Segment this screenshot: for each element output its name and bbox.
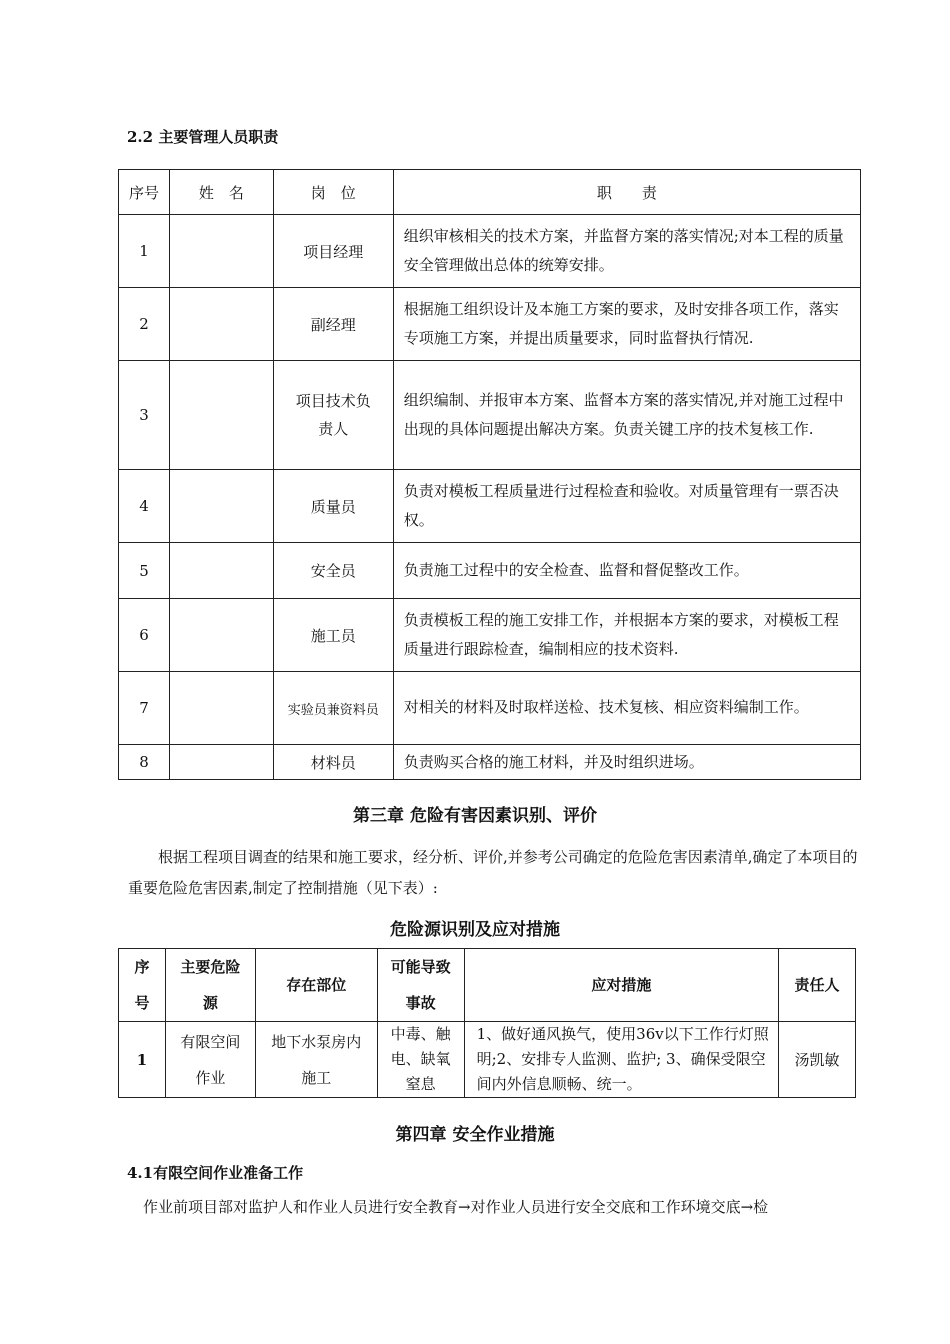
row-name bbox=[169, 543, 273, 599]
table-row bbox=[119, 288, 861, 361]
header-owner: 责任人 bbox=[779, 949, 856, 1022]
header-measures: 应对措施 bbox=[464, 949, 778, 1022]
chapter-3-title: 第三章 危险有害因素识别、评价 bbox=[353, 806, 597, 826]
row-duty: 负责施工过程中的安全检查、监督和督促整改工作。 bbox=[393, 543, 860, 599]
row-no: 5 bbox=[119, 543, 170, 599]
row-duty: 负责模板工程的施工安排工作，并根据本方案的要求，对模板工程质量进行跟踪检查，编制相应的技术资料. bbox=[393, 599, 860, 672]
table-row bbox=[119, 672, 861, 745]
subsection-title: 4.1有限空间作业准备工作 bbox=[127, 1164, 304, 1182]
table-row bbox=[119, 470, 861, 543]
row-duty: 组织编制、并报审本方案、监督本方案的落实情况,并对施工过程中出现的具体问题提出解决方案。负责关键工序的技术复核工作. bbox=[393, 361, 860, 470]
table-row bbox=[119, 215, 861, 288]
header-no: 序号 bbox=[119, 170, 170, 215]
row-duty: 负责购买合格的施工材料，并及时组织进场。 bbox=[393, 745, 860, 780]
row-no: 4 bbox=[119, 470, 170, 543]
table-row bbox=[119, 599, 861, 672]
header-hazard: 主要危险源 bbox=[165, 949, 255, 1022]
header-no: 序号 bbox=[119, 949, 166, 1022]
row-name bbox=[169, 470, 273, 543]
row-post: 质量员 bbox=[273, 470, 393, 543]
row-no: 1 bbox=[119, 1022, 166, 1098]
row-duty: 根据施工组织设计及本施工方案的要求，及时安排各项工作，落实专项施工方案，并提出质量要求，同时监督执行情况. bbox=[393, 288, 860, 361]
row-no: 1 bbox=[119, 215, 170, 288]
hazard-table bbox=[118, 948, 856, 1098]
duty-table bbox=[118, 169, 861, 780]
header-location: 存在部位 bbox=[255, 949, 377, 1022]
table-header-row bbox=[119, 949, 856, 1022]
hazard-table-caption: 危险源识别及应对措施 bbox=[390, 920, 560, 940]
row-post: 项目技术负责人 bbox=[273, 361, 393, 470]
row-name bbox=[169, 361, 273, 470]
row-duty: 对相关的材料及时取样送检、技术复核、相应资料编制工作。 bbox=[393, 672, 860, 745]
row-no: 6 bbox=[119, 599, 170, 672]
row-duty: 组织审核相关的技术方案，并监督方案的落实情况;对本工程的质量安全管理做出总体的统筹安排。 bbox=[393, 215, 860, 288]
header-name: 姓 名 bbox=[169, 170, 273, 215]
section-title: 2.2 主要管理人员职责 bbox=[127, 128, 279, 146]
row-post: 实验员兼资料员 bbox=[273, 672, 393, 745]
row-name bbox=[169, 599, 273, 672]
row-post: 副经理 bbox=[273, 288, 393, 361]
header-duty: 职 责 bbox=[393, 170, 860, 215]
row-measures: 1、做好通风换气，使用36v以下工作行灯照明;2、安排专人监测、监护; 3、确保受限空间内外信息顺畅、统一。 bbox=[464, 1022, 778, 1098]
row-name bbox=[169, 288, 273, 361]
row-no: 7 bbox=[119, 672, 170, 745]
row-accident: 中毒、触电、缺氧窒息 bbox=[377, 1022, 464, 1098]
table-row bbox=[119, 543, 861, 599]
chapter-4-title: 第四章 安全作业措施 bbox=[395, 1125, 555, 1145]
table-row bbox=[119, 1022, 856, 1098]
header-post: 岗 位 bbox=[273, 170, 393, 215]
row-no: 3 bbox=[119, 361, 170, 470]
row-post: 安全员 bbox=[273, 543, 393, 599]
row-location: 地下水泵房内施工 bbox=[255, 1022, 377, 1098]
row-name bbox=[169, 215, 273, 288]
row-name bbox=[169, 672, 273, 745]
row-duty: 负责对模板工程质量进行过程检查和验收。对质量管理有一票否决权。 bbox=[393, 470, 860, 543]
table-header-row bbox=[119, 170, 861, 215]
row-post: 项目经理 bbox=[273, 215, 393, 288]
chapter-4-paragraph: 作业前项目部对监护人和作业人员进行安全教育→对作业人员进行安全交底和工作环境交底→检 bbox=[143, 1198, 769, 1216]
row-hazard: 有限空间作业 bbox=[165, 1022, 255, 1098]
row-post: 材料员 bbox=[273, 745, 393, 780]
row-no: 2 bbox=[119, 288, 170, 361]
row-post: 施工员 bbox=[273, 599, 393, 672]
row-owner: 汤凯敏 bbox=[779, 1022, 856, 1098]
row-no: 8 bbox=[119, 745, 170, 780]
table-row bbox=[119, 361, 861, 470]
table-row bbox=[119, 745, 861, 780]
row-name bbox=[169, 745, 273, 780]
chapter-3-paragraph: 根据工程项目调查的结果和施工要求，经分析、评价,并参考公司确定的危险危害因素清单,确定了本项目的重要危险危害因素,制定了控制措施（见下表）: bbox=[128, 848, 858, 897]
header-accident: 可能导致事故 bbox=[377, 949, 464, 1022]
